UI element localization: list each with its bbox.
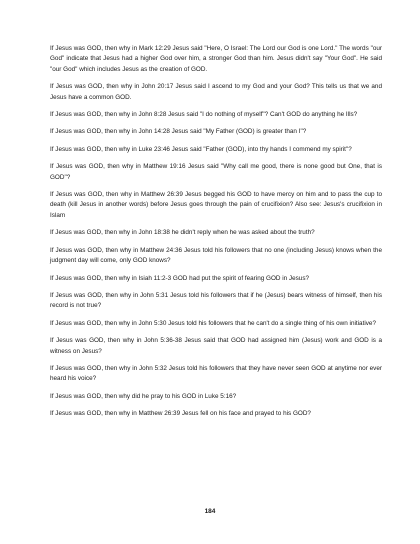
paragraph: If Jesus was GOD, then why in John 14:28 Jesus said "My Father (GOD) is greater than I"? — [50, 128, 307, 136]
paragraph: If Jesus was GOD, then why in Mark 12:29 Jesus said "Here, O Israel: The Lord our God is one Lord." The words "our God" indicate that Jesus had a higher God over him, a stronger God than him. Jesus didn't say "Your God". He said "our God" which includes Jesus as the creation of GOD. — [50, 45, 382, 73]
paragraph: If Jesus was GOD, then why in John 8:28 Jesus said "I do nothing of myself"? Can't GOD do anything he Ills? — [50, 111, 358, 119]
paragraph: If Jesus was GOD, then why in John 18:38 he didn't reply when he was asked about the truth? — [50, 229, 315, 237]
paragraph: If Jesus was GOD, then why in John 5:31 Jesus told his followers that if he (Jesus) bears witness of himself, then his record is not true? — [50, 291, 382, 310]
paragraph: If Jesus was GOD, then why in John 5:30 Jesus told his followers that he can't do a single thing of his own initiative? — [50, 319, 376, 327]
paragraph: If Jesus was GOD, then why in John 20:17 Jesus said I ascend to my God and your God? This tells us that we and Jesus have a common GOD. — [50, 83, 382, 101]
page-number: 184 — [204, 508, 216, 515]
paragraph: If Jesus was GOD, then why in Matthew 24:36 Jesus told his followers that no one (including Jesus) knows when the judgment day will come, only GOD knows? — [50, 246, 382, 265]
paragraph: If Jesus was GOD, then why in Matthew 26:39 Jesus fell on his face and prayed to his GOD? — [50, 410, 311, 418]
paragraph: If Jesus was GOD, then why in John 5:36-38 Jesus said that GOD had assigned him (Jesus) work and GOD is a witness on Jesus? — [50, 337, 382, 355]
paragraph: If Jesus was GOD, then why in John 5:32 Jesus told his followers that they have never seen GOD at anytime nor ever heard his voice? — [50, 364, 382, 383]
page-body — [50, 44, 382, 427]
paragraph: If Jesus was GOD, then why in Matthew 19:16 Jesus said "Why call me good, there is none good but One, that is GOD"? — [50, 163, 382, 181]
paragraph: If Jesus was GOD, then why in Luke 23:46 Jesus said "Father (GOD), into thy hands I commend my spirit"? — [50, 145, 352, 153]
paragraph: If Jesus was GOD, then why in Matthew 26:39 Jesus begged his GOD to have mercy on him and to pass the cup to death (kill Jesus in another words) before Jesus goes through the pain of crucifixion? Also see: Jesus's crucifixion in Islam — [50, 191, 382, 219]
paragraph: If Jesus was GOD, then why did he pray to his GOD in Luke 5:16? — [50, 392, 237, 400]
paragraph: If Jesus was GOD, then why in Isiah 11:2-3 GOD had put the spirit of fearing GOD in Jesus? — [50, 274, 310, 282]
